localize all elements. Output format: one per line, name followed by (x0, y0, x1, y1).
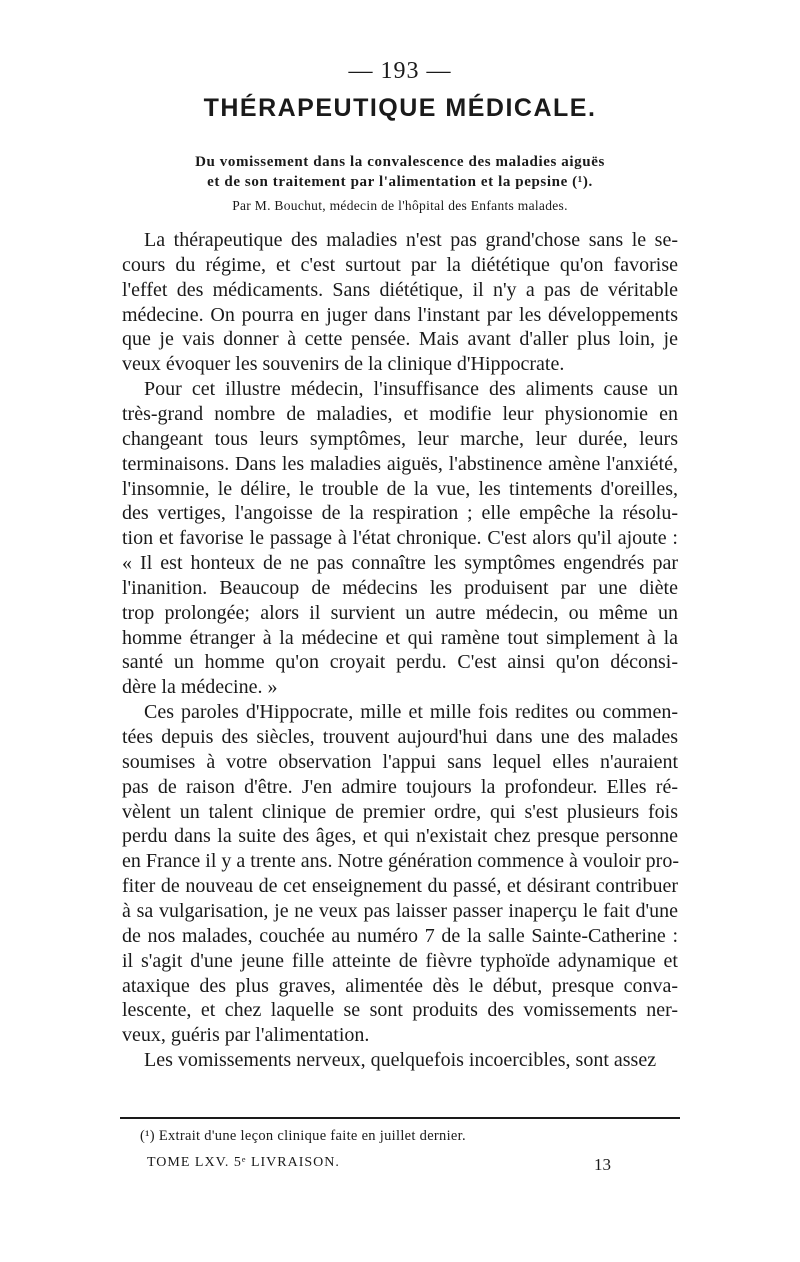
article-title-line: et de son traitement par l'alimentation et la pepsine (¹). (207, 174, 593, 190)
body-line: perdu dans la suite des âges, et qui n'existait chez presque personne (122, 825, 678, 848)
article-title (120, 152, 680, 192)
body-line: veux évoquer les souvenirs de la clinique d'Hippocrate. (122, 353, 565, 376)
printer-signature: TOME LXV. 5ᵉ LIVRAISON. (147, 1155, 340, 1170)
body-line: que je vais donner à cette pensée. Mais avant d'aller plus loin, je (122, 328, 678, 351)
body-line: lescente, et chez laquelle se sont produits des vomissements ner- (122, 999, 678, 1022)
article-title-line: Du vomissement dans la convalescence des maladies aiguës (195, 154, 605, 170)
body-line: tion et favorise le passage à l'état chronique. C'est alors qu'il ajoute : (122, 527, 678, 550)
body-line: dère la médecine. » (122, 676, 278, 699)
body-line: homme étranger à la médecine et qui ramène tout simplement à la (122, 626, 678, 649)
body-line: à sa vulgarisation, je ne veux pas laisser passer inaperçu le fait d'une (122, 899, 678, 922)
body-line: Pour cet illustre médecin, l'insuffisance des aliments cause un (144, 378, 678, 401)
body-line: cours du régime, et c'est surtout par la diététique qu'on favorise (122, 253, 678, 276)
body-line: soumises à votre observation l'appui sans lequel elles n'auraient (122, 750, 678, 773)
body-line: terminaisons. Dans les maladies aiguës, l'abstinence amène l'anxiété, (122, 452, 678, 475)
footnote: (¹) Extrait d'une leçon clinique faite en juillet dernier. (140, 1128, 466, 1144)
body-line: La thérapeutique des maladies n'est pas grand'chose sans le se- (144, 229, 678, 251)
section-title: THÉRAPEUTIQUE MÉDICALE. (203, 94, 597, 122)
page-number: — 193 — (348, 58, 452, 84)
body-line: fiter de nouveau de cet enseignement du passé, et désirant contribuer (122, 875, 678, 898)
body-line: ataxique des plus graves, alimentée dès le début, presque conva- (122, 974, 678, 997)
byline: Par M. Bouchut, médecin de l'hôpital des Enfants malades. (232, 198, 568, 213)
body-line: de nos malades, couchée au numéro 7 de la salle Sainte-Catherine : (122, 924, 678, 947)
body-line: santé un homme qu'on croyait perdu. C'est ainsi qu'on déconsi- (122, 651, 678, 674)
body-line: vèlent un talent clinique de premier ordre, qui s'est plusieurs fois (122, 800, 678, 823)
body-line: trop prolongée; alors il survient un autre médecin, ou même un (122, 601, 678, 624)
body-line: médecine. On pourra en juger dans l'instant par les développements (122, 303, 678, 326)
body-line: il s'agit d'une jeune fille atteinte de fièvre typhoïde adynamique et (122, 949, 678, 972)
body-line: tées depuis des siècles, trouvent aujourd'hui dans une des malades (122, 726, 678, 748)
body-line: l'inanition. Beaucoup de médecins les produisent par une diète (122, 576, 678, 599)
body-line: l'effet des médicaments. Sans diététique, il n'y a pas de véritable (122, 278, 678, 301)
body-line: veux, guéris par l'alimentation. (122, 1024, 370, 1047)
body-line: « Il est honteux de ne pas connaître les symptômes engendrés par (122, 552, 678, 575)
body-line: très-grand nombre de maladies, et modifie leur physionomie en (122, 402, 678, 425)
body-line: changeant tous leurs symptômes, leur marche, leur durée, leurs (122, 427, 678, 450)
body-line: l'insomnie, le délire, le trouble de la vue, les tintements d'oreilles, (122, 477, 678, 500)
body-line: en France il y a trente ans. Notre génération commence à vouloir pro- (122, 850, 680, 873)
body-line: des vertiges, l'angoisse de la respiration ; elle empêche la résolu- (122, 502, 678, 525)
body-line: Les vomissements nerveux, quelquefois incoercibles, sont assez (144, 1049, 657, 1072)
body-line: pas de raison d'être. J'en admire toujours la profondeur. Elles ré- (122, 775, 678, 798)
body-line: Ces paroles d'Hippocrate, mille et mille fois redites ou commen- (144, 701, 678, 724)
footnote-rule (120, 1117, 680, 1119)
signature-number: 13 (594, 1155, 611, 1174)
